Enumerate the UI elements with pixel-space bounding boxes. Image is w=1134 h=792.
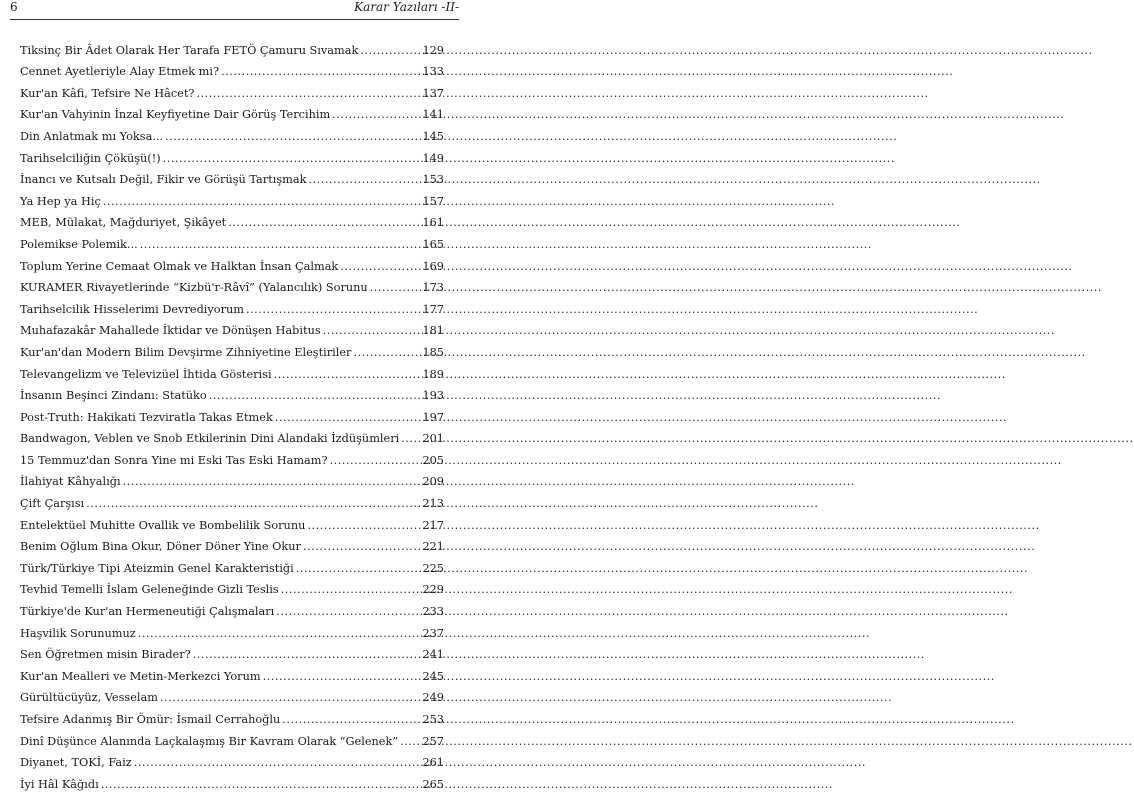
toc-entry-page: 233 xyxy=(422,605,444,619)
dot-leader xyxy=(196,87,420,101)
dot-leader xyxy=(282,713,420,727)
toc-entry-title: Tevhid Temelli İslam Geleneğinde Gizli Teslis xyxy=(20,583,279,597)
toc-entry-title: Dinî Düşünce Alanında Laçkalaşmış Bir Kavram Olarak “Gelenek” xyxy=(20,734,399,748)
toc-entry xyxy=(20,576,444,598)
dot-leader xyxy=(276,605,420,619)
toc-entry-page: 197 xyxy=(422,410,444,424)
toc-entry xyxy=(20,382,444,404)
toc-entry xyxy=(20,295,444,317)
toc-entry-page: 229 xyxy=(422,583,444,597)
dot-leader xyxy=(340,260,420,274)
toc-entry-title: Bandwagon, Veblen ve Snob Etkilerinin Dini Alandaki İzdüşümleri xyxy=(20,432,400,446)
toc-entry-title: Haşvilik Sorunumuz xyxy=(20,626,136,640)
dot-leader xyxy=(134,756,420,770)
toc-entry xyxy=(20,36,444,58)
dot-leader xyxy=(163,152,420,166)
toc-entry xyxy=(20,727,444,749)
toc-entry-title: Kur'an Kâfi, Tefsire Ne Hâcet? xyxy=(20,86,195,100)
dot-leader xyxy=(165,130,420,144)
toc-entry xyxy=(20,187,444,209)
toc-entry-page: 225 xyxy=(422,561,444,575)
toc-entry xyxy=(20,749,444,771)
toc-entry xyxy=(20,619,444,641)
dot-leader xyxy=(360,44,420,58)
dot-leader xyxy=(160,691,420,705)
toc-entry xyxy=(20,489,444,511)
toc-entry-page: 249 xyxy=(422,691,444,705)
toc-entry xyxy=(20,511,444,533)
toc-entry-page: 181 xyxy=(422,324,444,338)
toc-entry xyxy=(20,338,444,360)
dot-leader xyxy=(332,108,420,122)
toc-entry-page: 153 xyxy=(422,173,444,187)
toc-entry-title: İlahiyat Kâhyalığı xyxy=(20,475,121,489)
toc-entry xyxy=(20,360,444,382)
dot-leader xyxy=(123,475,420,489)
page-number: 6 xyxy=(10,0,18,14)
toc-entry xyxy=(20,58,444,80)
book-page xyxy=(0,0,471,791)
dot-leader xyxy=(281,583,420,597)
dot-leader xyxy=(101,778,420,792)
toc-entry xyxy=(20,252,444,274)
dot-leader xyxy=(296,562,420,576)
dot-leader xyxy=(228,216,420,230)
toc-entry-page: 169 xyxy=(422,259,444,273)
dot-leader xyxy=(303,540,420,554)
toc-entry-title: MEB, Mülakat, Mağduriyet, Şikâyet xyxy=(20,216,227,230)
toc-entry-page: 209 xyxy=(422,475,444,489)
dot-leader xyxy=(263,670,420,684)
toc-entry-page: 189 xyxy=(422,367,444,381)
toc-entry xyxy=(20,684,444,706)
dot-leader xyxy=(140,238,420,252)
toc-entry xyxy=(20,770,444,792)
toc-entry-title: Din Anlatmak mı Yoksa... xyxy=(20,129,164,143)
toc-entry-title: Tefsire Adanmış Bir Ömür: İsmail Cerrahoğlu xyxy=(20,713,281,726)
toc-entry xyxy=(20,597,444,619)
dot-leader xyxy=(221,65,420,79)
toc-entry-title: Tarihselciliğin Çöküşü(!) xyxy=(20,151,161,165)
toc-entry-title: Tiksinç Bir Âdet Olarak Her Tarafa FETÖ Çamuru Sıvamak xyxy=(20,43,359,57)
toc-entry-page: 217 xyxy=(422,518,444,532)
dot-leader xyxy=(209,389,420,403)
toc-entry-page: 265 xyxy=(422,777,444,791)
toc-entry-page: 157 xyxy=(422,194,444,208)
toc-entry-title: Sen Öğretmen misin Birader? xyxy=(20,648,191,662)
toc-entry-title: İyi Hâl Kâğıdı xyxy=(20,777,99,791)
toc-entry-page: 241 xyxy=(422,648,444,662)
toc-entry xyxy=(20,403,444,425)
toc-entry-title: Türkiye'de Kur'an Hermeneutiği Çalışmaları xyxy=(20,605,275,619)
toc-entry-title: Gürültücüyüz, Vesselam xyxy=(20,691,158,705)
toc-entry-page: 185 xyxy=(422,345,444,359)
toc-entry xyxy=(20,554,444,576)
toc-entry-page: 201 xyxy=(422,432,444,446)
toc-entry-title: Kur'an'dan Modern Bilim Devşirme Zihniyetine Eleştiriler xyxy=(20,345,352,359)
toc-entry-title: 15 Temmuz'dan Sonra Yine mi Eski Tas Eski Hamam? xyxy=(20,453,328,467)
toc-entry-title: Televangelizm ve Televizüel İhtida Gösterisi xyxy=(20,367,272,381)
toc-entry-title: Toplum Yerine Cemaat Olmak ve Halktan İnsan Çalmak xyxy=(20,259,339,273)
toc-entry-title: İnsanın Beşinci Zindanı: Statüko xyxy=(20,389,207,403)
toc-entry xyxy=(20,533,444,555)
dot-leader xyxy=(401,432,420,446)
toc-entry-title: Muhafazakâr Mahallede İktidar ve Dönüşen Habitus xyxy=(20,324,321,338)
dot-leader xyxy=(370,281,420,295)
toc-entry-page: 193 xyxy=(422,389,444,403)
toc-entry-title: Entelektüel Muhitte Ovallik ve Bombelilik Sorunu xyxy=(20,518,306,532)
dot-leader xyxy=(323,324,420,338)
toc-entry-title: Çift Çarşısı xyxy=(20,497,85,511)
toc-entry xyxy=(20,101,444,123)
toc-entry-page: 145 xyxy=(422,129,444,143)
toc-entry xyxy=(20,705,444,727)
toc-entry xyxy=(20,446,444,468)
toc-entry-page: 221 xyxy=(422,540,444,554)
toc-entry-title: Cennet Ayetleriyle Alay Etmek mi? xyxy=(20,65,220,79)
dot-leader xyxy=(330,454,420,468)
toc-entry-title: Kur'an Mealleri ve Metin-Merkezci Yorum xyxy=(20,669,261,683)
dot-leader xyxy=(246,303,420,317)
table-of-contents xyxy=(20,36,444,792)
dot-leader xyxy=(400,735,420,749)
toc-entry-page: 237 xyxy=(422,626,444,640)
toc-entry-title: Kur'an Vahyinin İnzal Keyfiyetine Dair Görüş Tercihim xyxy=(20,108,331,122)
toc-entry-title: Ya Hep ya Hiç xyxy=(20,194,101,208)
toc-entry-page: 213 xyxy=(422,497,444,511)
dot-leader xyxy=(353,346,420,360)
toc-entry-page: 129 xyxy=(422,43,444,57)
header-rule xyxy=(10,19,459,20)
dot-leader xyxy=(274,368,420,382)
toc-entry-title: Post-Truth: Hakikati Tezviratla Takas Etmek xyxy=(20,410,273,424)
dot-leader xyxy=(308,173,420,187)
dot-leader xyxy=(275,411,420,425)
toc-entry-page: 173 xyxy=(422,281,444,295)
toc-entry xyxy=(20,144,444,166)
dot-leader xyxy=(193,648,420,662)
toc-entry-title: Diyanet, TOKİ, Faiz xyxy=(20,756,132,770)
toc-entry xyxy=(20,122,444,144)
toc-entry-title: İnancı ve Kutsalı Değil, Fikir ve Görüşü Tartışmak xyxy=(20,173,307,187)
toc-entry-title: Polemikse Polemik... xyxy=(20,237,138,251)
dot-leader xyxy=(103,195,420,209)
toc-entry xyxy=(20,166,444,188)
toc-entry-page: 245 xyxy=(422,669,444,683)
toc-entry xyxy=(20,230,444,252)
toc-entry xyxy=(20,274,444,296)
toc-entry-page: 177 xyxy=(422,302,444,316)
toc-entry-page: 149 xyxy=(422,151,444,165)
toc-entry-page: 161 xyxy=(422,216,444,230)
toc-entry xyxy=(20,641,444,663)
toc-entry-page: 205 xyxy=(422,453,444,467)
toc-entry-title: Tarihselcilik Hisselerimi Devrediyorum xyxy=(20,302,244,316)
toc-entry-page: 257 xyxy=(422,734,444,748)
dot-leader xyxy=(86,497,420,511)
running-header xyxy=(10,0,459,18)
dot-leader xyxy=(307,519,420,533)
toc-entry xyxy=(20,468,444,490)
toc-entry xyxy=(20,425,444,447)
toc-entry xyxy=(20,662,444,684)
toc-entry xyxy=(20,79,444,101)
toc-entry-page: 137 xyxy=(422,86,444,100)
toc-entry-page: 133 xyxy=(422,65,444,79)
toc-entry-page: 141 xyxy=(422,108,444,122)
dot-leader xyxy=(138,627,420,641)
toc-entry-title: Türk/Türkiye Tipi Ateizmin Genel Karakteristiği xyxy=(20,561,294,575)
toc-entry-page: 165 xyxy=(422,237,444,251)
toc-entry-title: Benim Oğlum Bina Okur, Döner Döner Yine Okur xyxy=(20,540,301,554)
toc-entry xyxy=(20,209,444,231)
toc-entry-page: 261 xyxy=(422,756,444,770)
toc-entry-page: 253 xyxy=(422,713,444,726)
toc-entry-title: KURAMER Rivayetlerinde “Kizbü'r-Râvî” (Yalancılık) Sorunu xyxy=(20,281,368,295)
toc-entry xyxy=(20,317,444,339)
book-title: Karar Yazıları -II- xyxy=(354,0,459,14)
